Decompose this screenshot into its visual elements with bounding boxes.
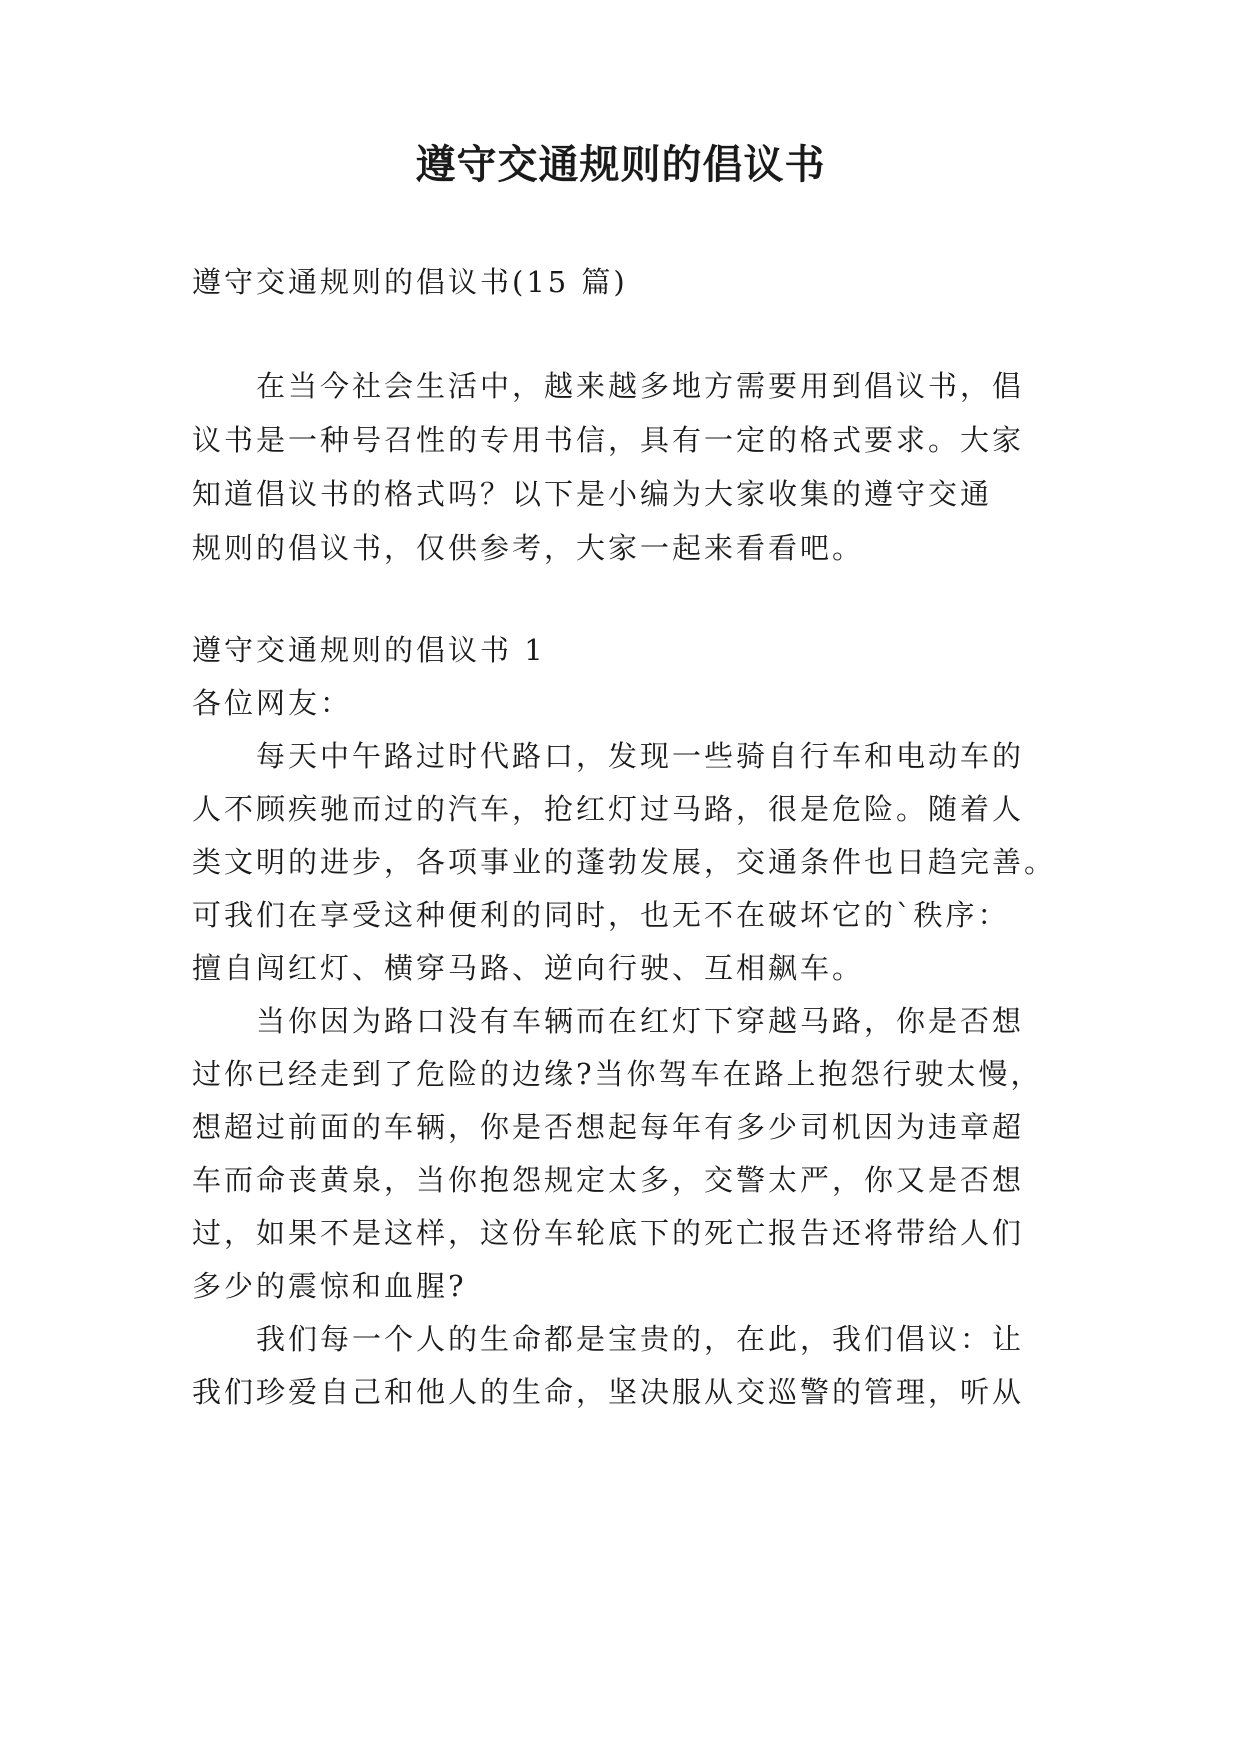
paragraph-line: 过你已经走到了危险的边缘?当你驾车在路上抱怨行驶太慢， [192, 1057, 1043, 1091]
document-title: 遵守交通规则的倡议书 [415, 141, 826, 188]
intro-line: 知道倡议书的格式吗？以下是小编为大家收集的遵守交通 [192, 477, 993, 511]
intro-line: 规则的倡议书，仅供参考，大家一起来看看吧。 [192, 531, 865, 565]
paragraph-line: 类文明的进步，各项事业的蓬勃发展，交通条件也日趋完善。 [192, 845, 1057, 879]
paragraph-line: 可我们在享受这种便利的同时，也无不在破坏它的`秩序： [192, 898, 1010, 932]
paragraph-line: 车而命丧黄泉，当你抱怨规定太多，交警太严，你又是否想 [192, 1163, 1025, 1197]
salutation: 各位网友： [192, 686, 353, 720]
paragraph-line: 当你因为路口没有车辆而在红灯下穿越马路，你是否想 [256, 1004, 1025, 1038]
intro-line: 议书是一种号召性的专用书信，具有一定的格式要求。大家 [192, 423, 1025, 457]
paragraph-line: 过，如果不是这样，这份车轮底下的死亡报告还将带给人们 [192, 1216, 1025, 1250]
paragraph-line: 每天中午路过时代路口，发现一些骑自行车和电动车的 [256, 739, 1025, 773]
paragraph-line: 想超过前面的车辆，你是否想起每年有多少司机因为违章超 [192, 1110, 1025, 1144]
paragraph-line: 我们每一个人的生命都是宝贵的，在此，我们倡议：让 [256, 1322, 1025, 1356]
section-heading: 遵守交通规则的倡议书 1 [192, 633, 546, 667]
document-subtitle: 遵守交通规则的倡议书(15 篇) [192, 265, 628, 299]
paragraph-line: 人不顾疾驰而过的汽车，抢红灯过马路，很是危险。随着人 [192, 792, 1025, 826]
paragraph-line: 擅自闯红灯、横穿马路、逆向行驶、互相飙车。 [192, 951, 865, 985]
paragraph-line: 多少的震惊和血腥? [192, 1269, 467, 1303]
intro-line: 在当今社会生活中，越来越多地方需要用到倡议书，倡 [256, 369, 1025, 403]
paragraph-line: 我们珍爱自己和他人的生命，坚决服从交巡警的管理，听从 [192, 1375, 1025, 1409]
